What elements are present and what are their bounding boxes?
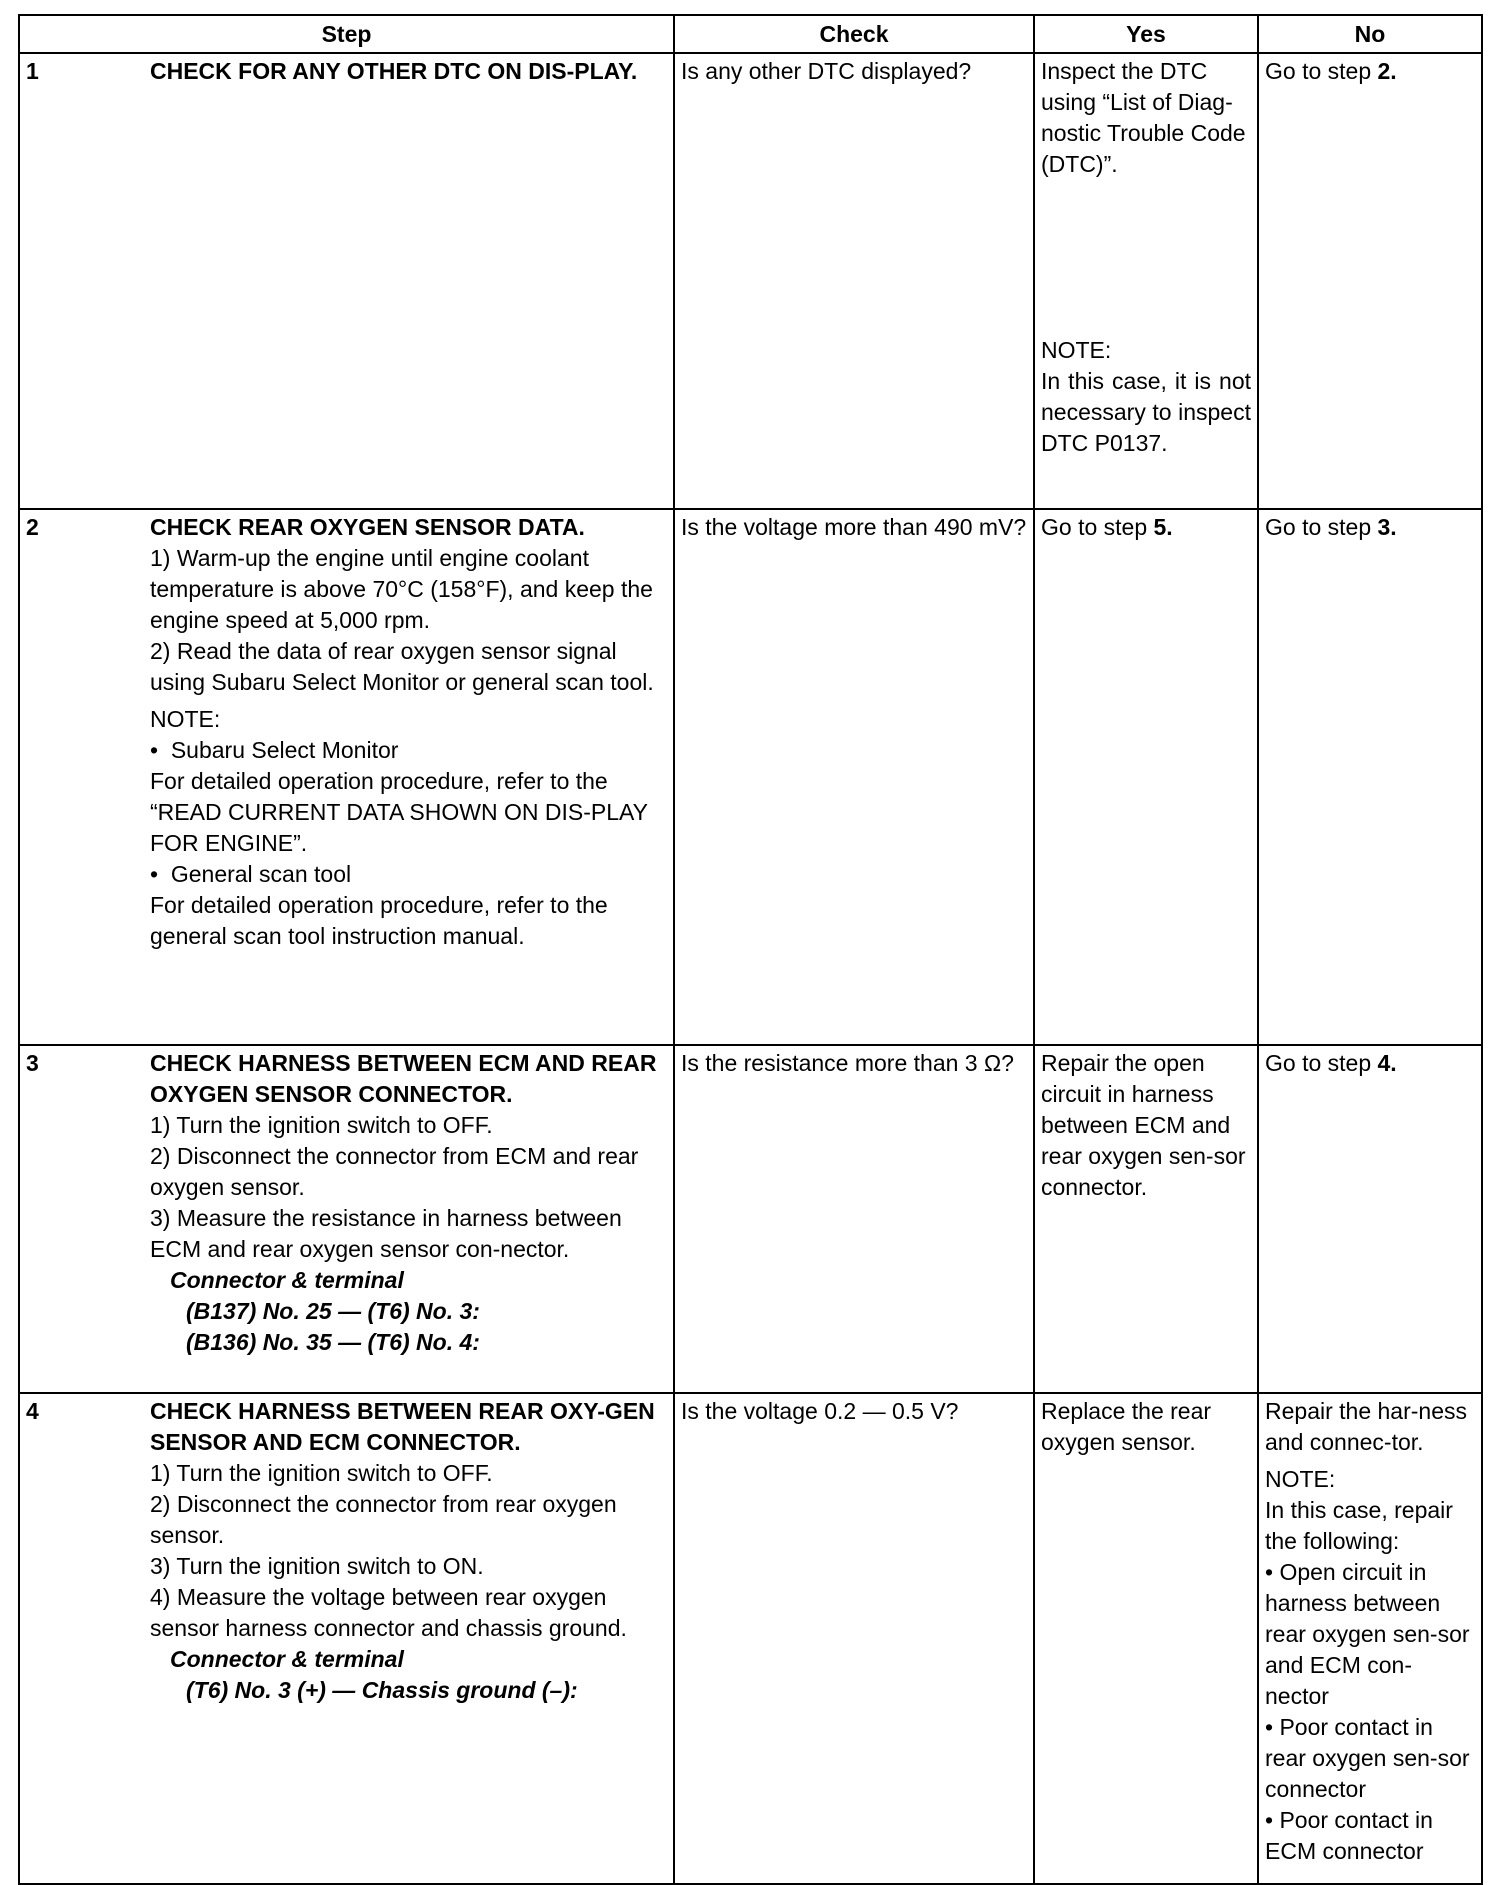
step-title: CHECK HARNESS BETWEEN REAR OXY-GEN SENSOR AND ECM CONNECTOR. [150, 1398, 655, 1455]
yes-cell: Repair the open circuit in harness between ECM and rear oxygen sen-sor connector. [1034, 1045, 1258, 1393]
check-cell: Is the voltage 0.2 — 0.5 V? [674, 1393, 1034, 1884]
step-number: 1 [26, 58, 39, 84]
no-note-item: • Open circuit in harness between rear oxygen sen-sor and ECM con-nector [1265, 1557, 1475, 1712]
step-cell [19, 53, 674, 509]
no-text: Go to step [1265, 1050, 1378, 1076]
connector-terminal: (T6) No. 3 (+) — Chassis ground (–): [186, 1677, 578, 1703]
table-row [19, 1045, 1482, 1393]
no-cell [1258, 509, 1482, 1045]
step-instruction: 2) Read the data of rear oxygen sensor signal using Subaru Select Monitor or general scan tool. [150, 638, 654, 695]
table-row [19, 509, 1482, 1045]
header-yes: Yes [1034, 15, 1258, 53]
diagnostic-table [18, 14, 1483, 1885]
check-cell: Is any other DTC displayed? [674, 53, 1034, 509]
check-cell: Is the voltage more than 490 mV? [674, 509, 1034, 1045]
step-instruction: 1) Turn the ignition switch to OFF. [150, 1112, 493, 1138]
yes-cell [1034, 53, 1258, 509]
step-cell [19, 509, 674, 1045]
yes-note-text: In this case, it is not necessary to inspect DTC P0137. [1041, 368, 1251, 456]
step-instruction: 3) Turn the ignition switch to ON. [150, 1553, 484, 1579]
note-bullet: • General scan tool [150, 859, 667, 890]
step-instruction: 2) Disconnect the connector from rear oxygen sensor. [150, 1491, 617, 1548]
yes-cell: Replace the rear oxygen sensor. [1034, 1393, 1258, 1884]
note-label: NOTE: [150, 706, 221, 732]
no-step-ref: 2. [1377, 58, 1397, 84]
no-note-label: NOTE: [1265, 1466, 1336, 1492]
no-note-item: • Poor contact in rear oxygen sen-sor connector [1265, 1712, 1475, 1805]
header-row [19, 15, 1482, 53]
step-instruction: 1) Turn the ignition switch to OFF. [150, 1460, 493, 1486]
step-instruction: 4) Measure the voltage between rear oxygen sensor harness connector and chassis ground. [150, 1584, 627, 1641]
note-text: For detailed operation procedure, refer to the general scan tool instruction manual. [150, 892, 608, 949]
header-check: Check [674, 15, 1034, 53]
yes-text: Go to step [1041, 514, 1154, 540]
step-cell [19, 1045, 674, 1393]
no-note-item: • Poor contact in ECM connector [1265, 1805, 1475, 1867]
step-cell [19, 1393, 674, 1884]
no-text: Repair the har-ness and connec-tor. [1265, 1398, 1467, 1455]
note-bullet: • Subaru Select Monitor [150, 735, 667, 766]
step-instruction: 1) Warm-up the engine until engine coolant temperature is above 70°C (158°F), and keep the engine speed at 5,000 rpm. [150, 545, 653, 633]
connector-terminal: (B137) No. 25 — (T6) No. 3: [186, 1298, 480, 1324]
yes-note-label: NOTE: [1041, 337, 1112, 363]
yes-step-ref: 5. [1153, 514, 1173, 540]
no-cell [1258, 1393, 1482, 1884]
step-title: CHECK FOR ANY OTHER DTC ON DIS-PLAY. [150, 58, 638, 84]
connector-label: Connector & terminal [170, 1267, 404, 1293]
step-title: CHECK REAR OXYGEN SENSOR DATA. [150, 514, 585, 540]
no-step-ref: 3. [1377, 514, 1397, 540]
no-cell [1258, 53, 1482, 509]
table-row [19, 53, 1482, 509]
no-cell [1258, 1045, 1482, 1393]
connector-terminal: (B136) No. 35 — (T6) No. 4: [186, 1329, 480, 1355]
step-number: 3 [26, 1050, 39, 1076]
connector-label: Connector & terminal [170, 1646, 404, 1672]
table-row [19, 1393, 1482, 1884]
step-instruction: 3) Measure the resistance in harness between ECM and rear oxygen sensor con-nector. [150, 1205, 622, 1262]
step-instruction: 2) Disconnect the connector from ECM and rear oxygen sensor. [150, 1143, 639, 1200]
header-no: No [1258, 15, 1482, 53]
note-text: For detailed operation procedure, refer to the “READ CURRENT DATA SHOWN ON DIS-PLAY FOR ENGINE”. [150, 768, 648, 856]
no-text: Go to step [1265, 58, 1378, 84]
step-number: 4 [26, 1398, 39, 1424]
step-title: CHECK HARNESS BETWEEN ECM AND REAR OXYGEN SENSOR CONNECTOR. [150, 1050, 657, 1107]
yes-text: Inspect the DTC using “List of Diag-nostic Trouble Code (DTC)”. [1041, 58, 1246, 177]
no-text: Go to step [1265, 514, 1378, 540]
yes-cell [1034, 509, 1258, 1045]
no-step-ref: 4. [1377, 1050, 1397, 1076]
header-step: Step [19, 15, 674, 53]
no-note-intro: In this case, repair the following: [1265, 1497, 1453, 1554]
step-number: 2 [26, 514, 39, 540]
check-cell: Is the resistance more than 3 Ω? [674, 1045, 1034, 1393]
